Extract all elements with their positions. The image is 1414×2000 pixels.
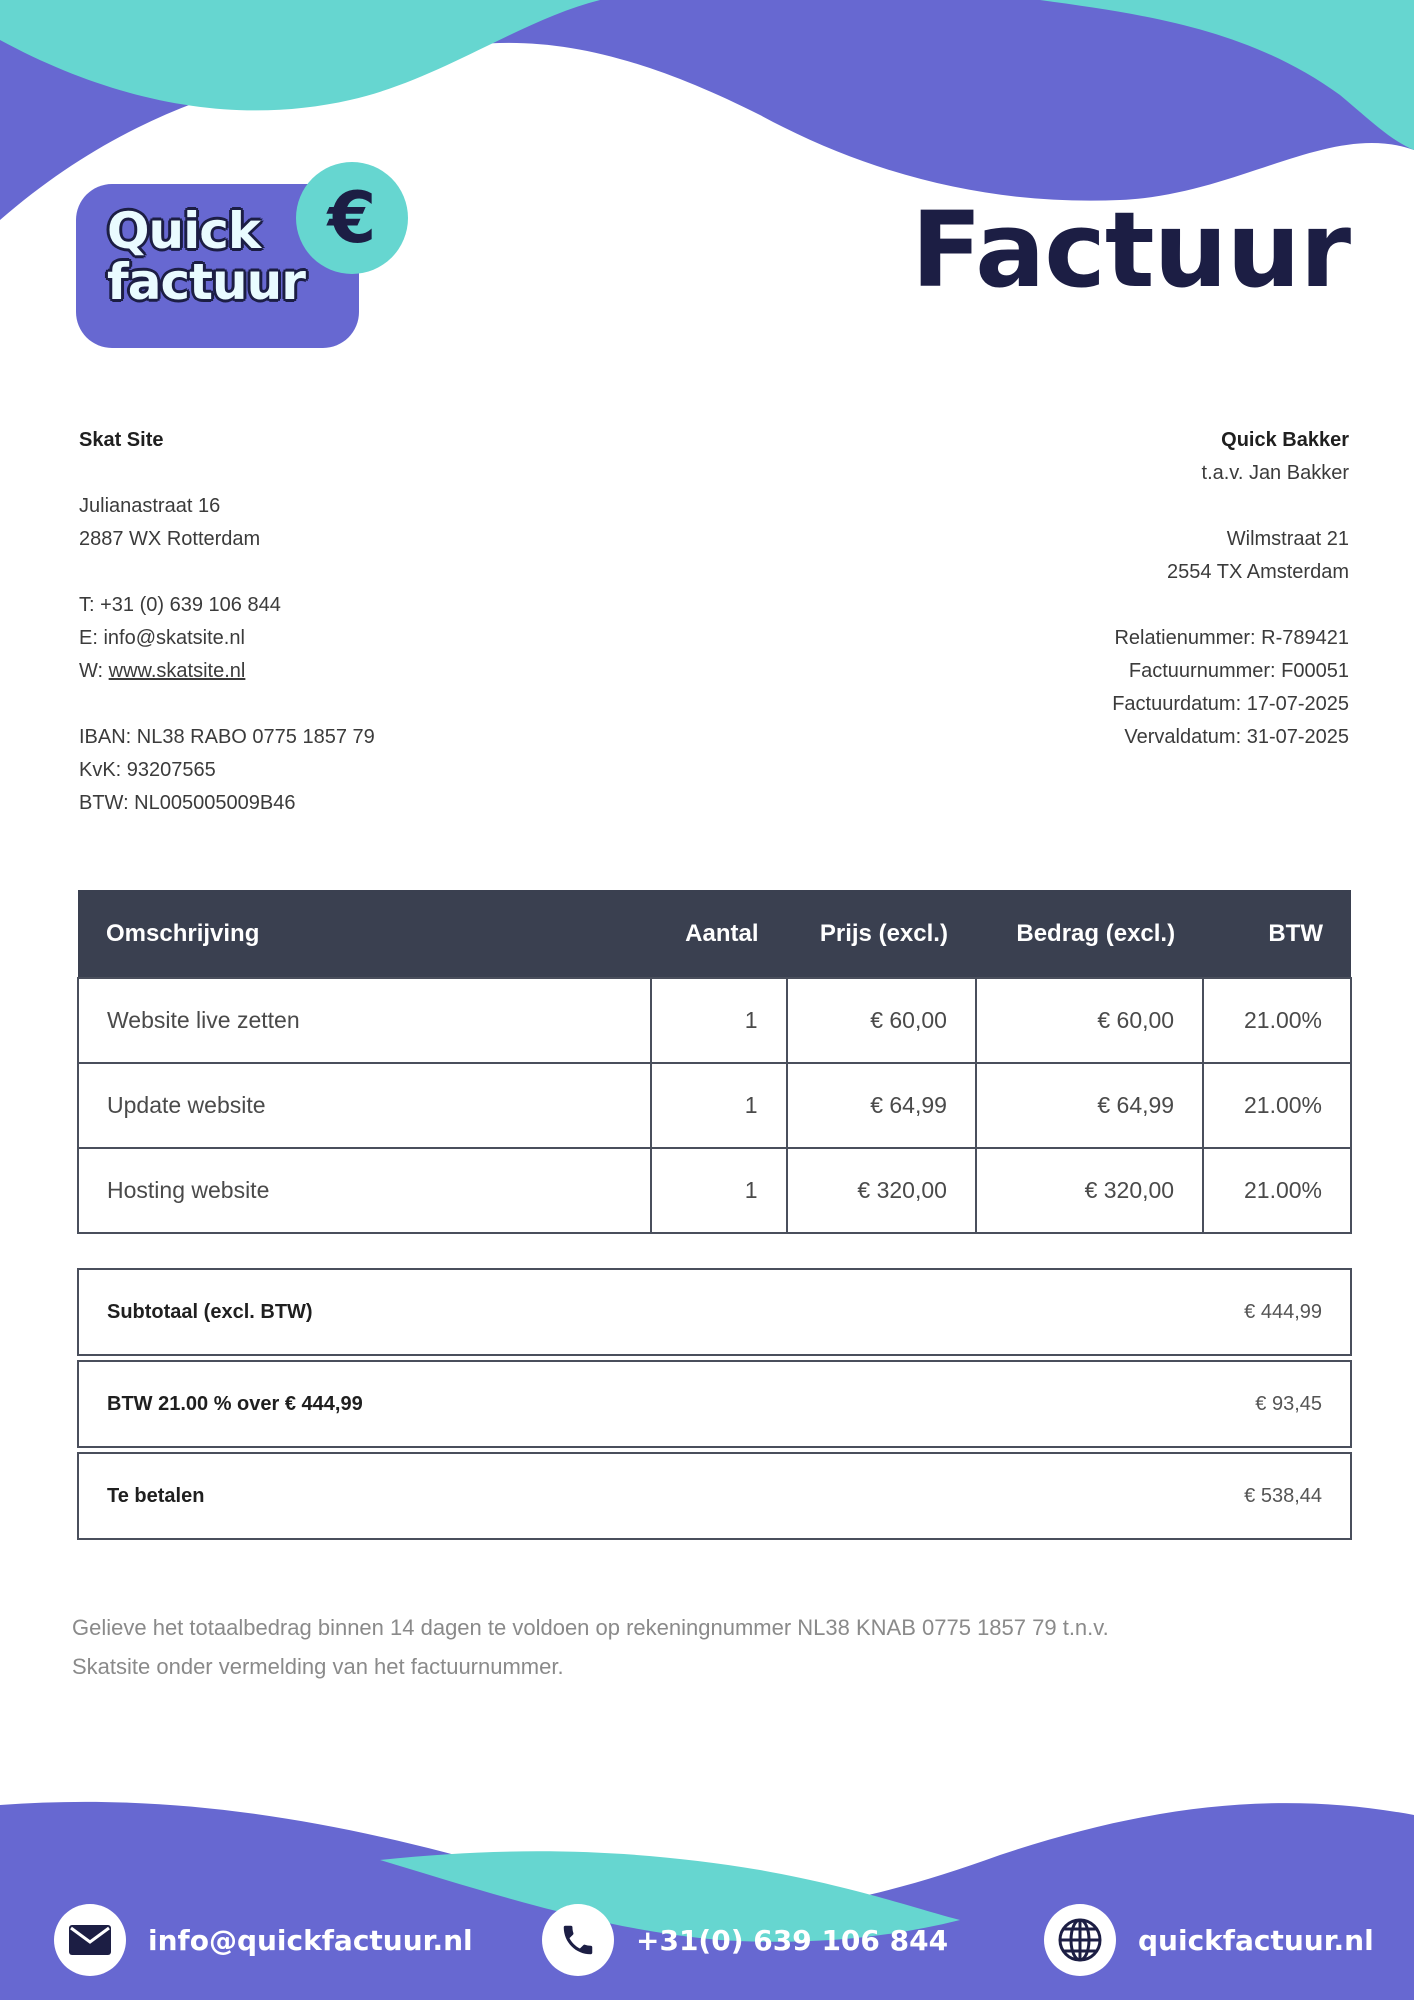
item-vat: 21.00% [1203, 1063, 1351, 1148]
sender-phone: T: +31 (0) 639 106 844 [79, 594, 281, 616]
sender-street: Julianastraat 16 [79, 495, 221, 517]
envelope-icon [54, 1904, 126, 1976]
sender-website-prefix: W: [79, 660, 109, 682]
phone-icon [542, 1904, 614, 1976]
sender-kvk: KvK: 93207565 [79, 759, 216, 781]
column-header-quantity: Aantal [651, 890, 787, 978]
table-header-row [78, 890, 1351, 978]
sender-iban: IBAN: NL38 RABO 0775 1857 79 [79, 726, 375, 748]
invoice-items-table [77, 890, 1352, 1234]
recipient-company: Quick Bakker [1221, 429, 1349, 451]
relation-number: Relatienummer: R-789421 [1114, 627, 1349, 649]
sender-email: E: info@skatsite.nl [79, 627, 245, 649]
sender-btw: BTW: NL005005009B46 [79, 792, 296, 814]
item-price: € 64,99 [787, 1063, 976, 1148]
total-due-value: € 538,44 [1244, 1484, 1322, 1507]
vat-value: € 93,45 [1255, 1392, 1322, 1415]
quickfactuur-logo [76, 162, 408, 348]
document-title: Factuur [911, 189, 1350, 311]
sender-name: Skat Site [79, 429, 164, 451]
footer-website-text: quickfactuur.nl [1138, 1923, 1374, 1957]
payment-note-line: Gelieve het totaalbedrag binnen 14 dagen te voldoen op rekeningnummer NL38 KNAB 0775 1857 79 t.n.v. [72, 1615, 1109, 1640]
payment-note-line: Skatsite onder vermelding van het factuurnummer. [72, 1654, 564, 1679]
item-amount: € 320,00 [976, 1148, 1203, 1233]
logo-line-quick: Quick [107, 202, 261, 260]
subtotal-value: € 444,99 [1244, 1300, 1322, 1323]
footer-email-text: info@quickfactuur.nl [148, 1923, 473, 1957]
item-vat: 21.00% [1203, 978, 1351, 1063]
item-quantity: 1 [651, 978, 787, 1063]
euro-coin-icon: € [296, 162, 408, 274]
recipient-attention: t.a.v. Jan Bakker [1201, 462, 1349, 484]
sender-website-link[interactable]: www.skatsite.nl [108, 660, 246, 682]
table-row [78, 1148, 1351, 1233]
column-header-description: Omschrijving [78, 890, 651, 978]
item-quantity: 1 [651, 1063, 787, 1148]
payment-note [72, 1608, 1362, 1686]
subtotal-row [77, 1268, 1352, 1356]
invoice-date: Factuurdatum: 17-07-2025 [1112, 693, 1349, 715]
logo-wordmark [107, 202, 305, 311]
column-header-vat: BTW [1203, 890, 1351, 978]
item-vat: 21.00% [1203, 1148, 1351, 1233]
table-row [78, 978, 1351, 1063]
vat-label: BTW 21.00 % over € 444,99 [107, 1392, 363, 1415]
due-date: Vervaldatum: 31-07-2025 [1124, 726, 1349, 748]
table-row [78, 1063, 1351, 1148]
item-amount: € 60,00 [976, 978, 1203, 1063]
footer-phone[interactable] [542, 1904, 948, 1976]
total-due-label: Te betalen [107, 1484, 205, 1507]
invoice-number: Factuurnummer: F00051 [1128, 660, 1349, 682]
item-price: € 320,00 [787, 1148, 976, 1233]
subtotal-label: Subtotaal (excl. BTW) [107, 1300, 313, 1323]
vat-row [77, 1360, 1352, 1448]
item-description: Website live zetten [78, 978, 651, 1063]
footer-phone-text: +31(0) 639 106 844 [636, 1923, 949, 1957]
column-header-price: Prijs (excl.) [787, 890, 976, 978]
footer-email[interactable] [54, 1904, 473, 1976]
item-description: Hosting website [78, 1148, 651, 1233]
footer-website[interactable] [1044, 1904, 1374, 1976]
sender-website-line [79, 655, 559, 688]
recipient-block [829, 424, 1349, 754]
column-header-amount: Bedrag (excl.) [976, 890, 1203, 978]
item-description: Update website [78, 1063, 651, 1148]
total-due-row [77, 1452, 1352, 1540]
logo-line-factuur: factuur [107, 253, 305, 311]
globe-icon [1044, 1904, 1116, 1976]
sender-block [79, 424, 559, 820]
recipient-city: 2554 TX Amsterdam [1167, 561, 1349, 583]
item-quantity: 1 [651, 1148, 787, 1233]
item-price: € 60,00 [787, 978, 976, 1063]
sender-city: 2887 WX Rotterdam [79, 528, 261, 550]
item-amount: € 64,99 [976, 1063, 1203, 1148]
totals-block [77, 1268, 1352, 1544]
recipient-street: Wilmstraat 21 [1226, 528, 1349, 550]
